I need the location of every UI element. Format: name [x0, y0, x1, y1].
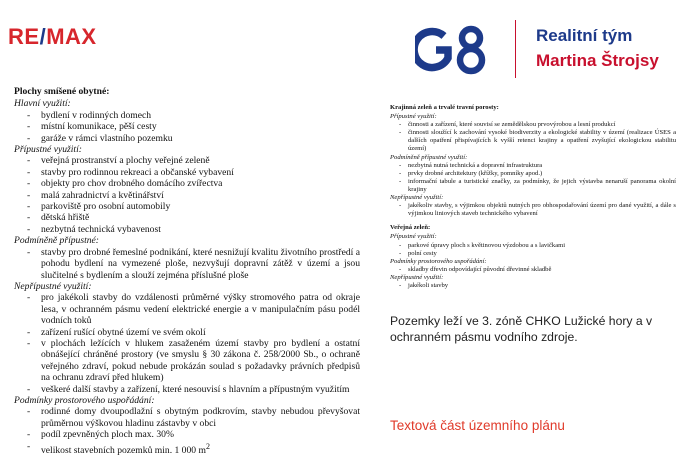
list-item: - činnosti sloužící k zachování vysoké biodiverzity a ekologické stability v území (realizace ÚSES a dalších opatření přispívajících k vyšší retenci krajiny a opatření zvyšující ekologickou stabilitu území) [390, 129, 676, 153]
g8-logo [415, 22, 489, 78]
list-item: - informační tabule a turistické značky, za podmínky, že jejich výstavba nenaruší panorama okolní krajiny [390, 178, 676, 194]
list-item: - skladby dřevin odpovídající původní dřevinné skladbě [390, 266, 676, 274]
remax-logo [8, 24, 97, 50]
permitted-use-label: Přípustné využití: [14, 144, 82, 156]
spatial-conditions-label: Podmínky prostorového uspořádání: [14, 394, 155, 406]
list-item: - garáže v rámci vlastního pozemku [14, 133, 360, 144]
conditional-use-label: Podmíněně přípustné: [14, 235, 99, 247]
conditional-use-list [390, 162, 676, 194]
document-caption: Textová část územního plánu [390, 418, 565, 433]
list-item: - prvky drobné architektury (křížky, pomníky apod.) [390, 170, 676, 178]
list-item: - parkoviště pro osobní automobily [14, 201, 360, 212]
list-item: - parkové úpravy ploch s květinovou výzdobou a s lavičkami [390, 242, 676, 250]
prohibited-use-list [390, 282, 676, 290]
list-item: - stavby pro drobné řemeslné podnikání, které nesnižují kvalitu životního prostředí a pohodu bydlení na vymezené ploše, nezvyšují dopravní zátěž v území a jsou slučitelné s bydlením a slouží zejména příslušné ploše [14, 247, 360, 281]
conditional-use-list [14, 247, 360, 281]
permitted-use-list [14, 155, 360, 235]
list-item: - stavby pro rodinnou rekreaci a občanské vybavení [14, 167, 360, 178]
svg-text:G8: G8 [415, 22, 417, 23]
prohibited-use-label: Nepřípustné využití: [390, 273, 444, 281]
section-title: Krajinná zeleň a trvalé travní porosty: [390, 104, 499, 111]
list-item [14, 441, 360, 456]
remax-logo-max: MAX [46, 24, 97, 49]
prohibited-use-label: Nepřípustné využití: [390, 194, 444, 202]
list-item: - činnosti a zařízení, které souvisí se zemědělskou prvovýrobou a lesní produkcí [390, 121, 676, 129]
remax-logo-re: RE [8, 24, 40, 49]
spatial-conditions-label: Podmínky prostorového uspořádání: [390, 257, 487, 265]
list-item: - bydlení v rodinných domech [14, 110, 360, 121]
header-divider [515, 20, 516, 78]
list-item: - rodinné domy dvoupodlažní s obytným podkrovím, stavby nebudou převyšovat průměrnou výškovou hladinu zástavby v obci [14, 406, 360, 429]
permitted-use-label: Přípustné využití: [390, 233, 437, 241]
main-use-list [14, 110, 360, 144]
list-item: - polní cesty [390, 250, 676, 258]
remax-logo-slash: / [39, 24, 47, 49]
protected-area-note: Pozemky leží ve 3. zóně CHKO Lužické hory a v ochranném pásmu vodního zdroje. [390, 314, 653, 344]
list-item-text: velikost stavebních pozemků min. 1 000 m [41, 444, 206, 456]
list-item: - veškeré další stavby a zařízení, které nesouvisí s hlavním a přípustným využitím [14, 384, 360, 395]
section-title: Veřejná zeleň: [390, 224, 431, 232]
permitted-use-list [390, 121, 676, 153]
landscape-greenery-section [390, 104, 676, 290]
team-title: Realitní tým [536, 26, 633, 45]
list-item: - nezbytná nutná technická a dopravní infrastruktura [390, 162, 676, 170]
main-use-label: Hlavní využití: [14, 98, 71, 110]
list-item: - dětská hřiště [14, 212, 360, 223]
prohibited-use-list [390, 202, 676, 218]
list-item: - malá zahradnictví a květinářství [14, 190, 360, 201]
list-item: - pro jakékoli stavby do vzdálenosti průměrné výšky stromového patra od okraje lesa, v ochranném pásmu vedení elektrické energie a v manipulačním pásu podél vodních toků [14, 292, 360, 326]
list-item: - jakékoli stavby [390, 282, 676, 290]
list-item: - jakékoliv stavby, s výjimkou objektů nutných pro obhospodařování území pro dané využití, a dále s výjimkou liniových staveb technického vybavení [390, 202, 676, 218]
permitted-use-list [390, 242, 676, 258]
list-item: - objekty pro chov drobného domácího zvířectva [14, 178, 360, 189]
list-item: - podíl zpevněných ploch max. 30% [14, 429, 360, 440]
team-name: Martina Štrojsy [536, 51, 659, 70]
list-item: - v plochách ležících v hlukem zasaženém území stavby pro bydlení a ostatní obnášející chráněné prostory (ve smyslu § 30 zákona č. 258/2000 Sb., o ochraně veřejného zdraví, pokud nebude prokázán soulad s požadavky právních předpisů na ochranu zdraví před hlukem) [14, 338, 360, 384]
list-item: - zařízení rušící obytné území ve svém okolí [14, 327, 360, 338]
spatial-conditions-list [14, 406, 360, 456]
permitted-use-label: Přípustné využití: [390, 113, 437, 121]
conditional-use-label: Podmíněně přípustné využití: [390, 153, 468, 161]
list-item: - veřejná prostranství a plochy veřejné zeleně [14, 155, 360, 166]
section-title: Plochy smíšené obytné: [14, 86, 110, 97]
list-item: - místní komunikace, pěší cesty [14, 121, 360, 132]
spatial-conditions-list [390, 266, 676, 274]
list-item: - nezbytná technická vybavenost [14, 224, 360, 235]
prohibited-use-list [14, 292, 360, 395]
prohibited-use-label: Nepřípustné využití: [14, 280, 92, 292]
superscript: 2 [205, 441, 210, 451]
mixed-residential-section [14, 86, 360, 456]
